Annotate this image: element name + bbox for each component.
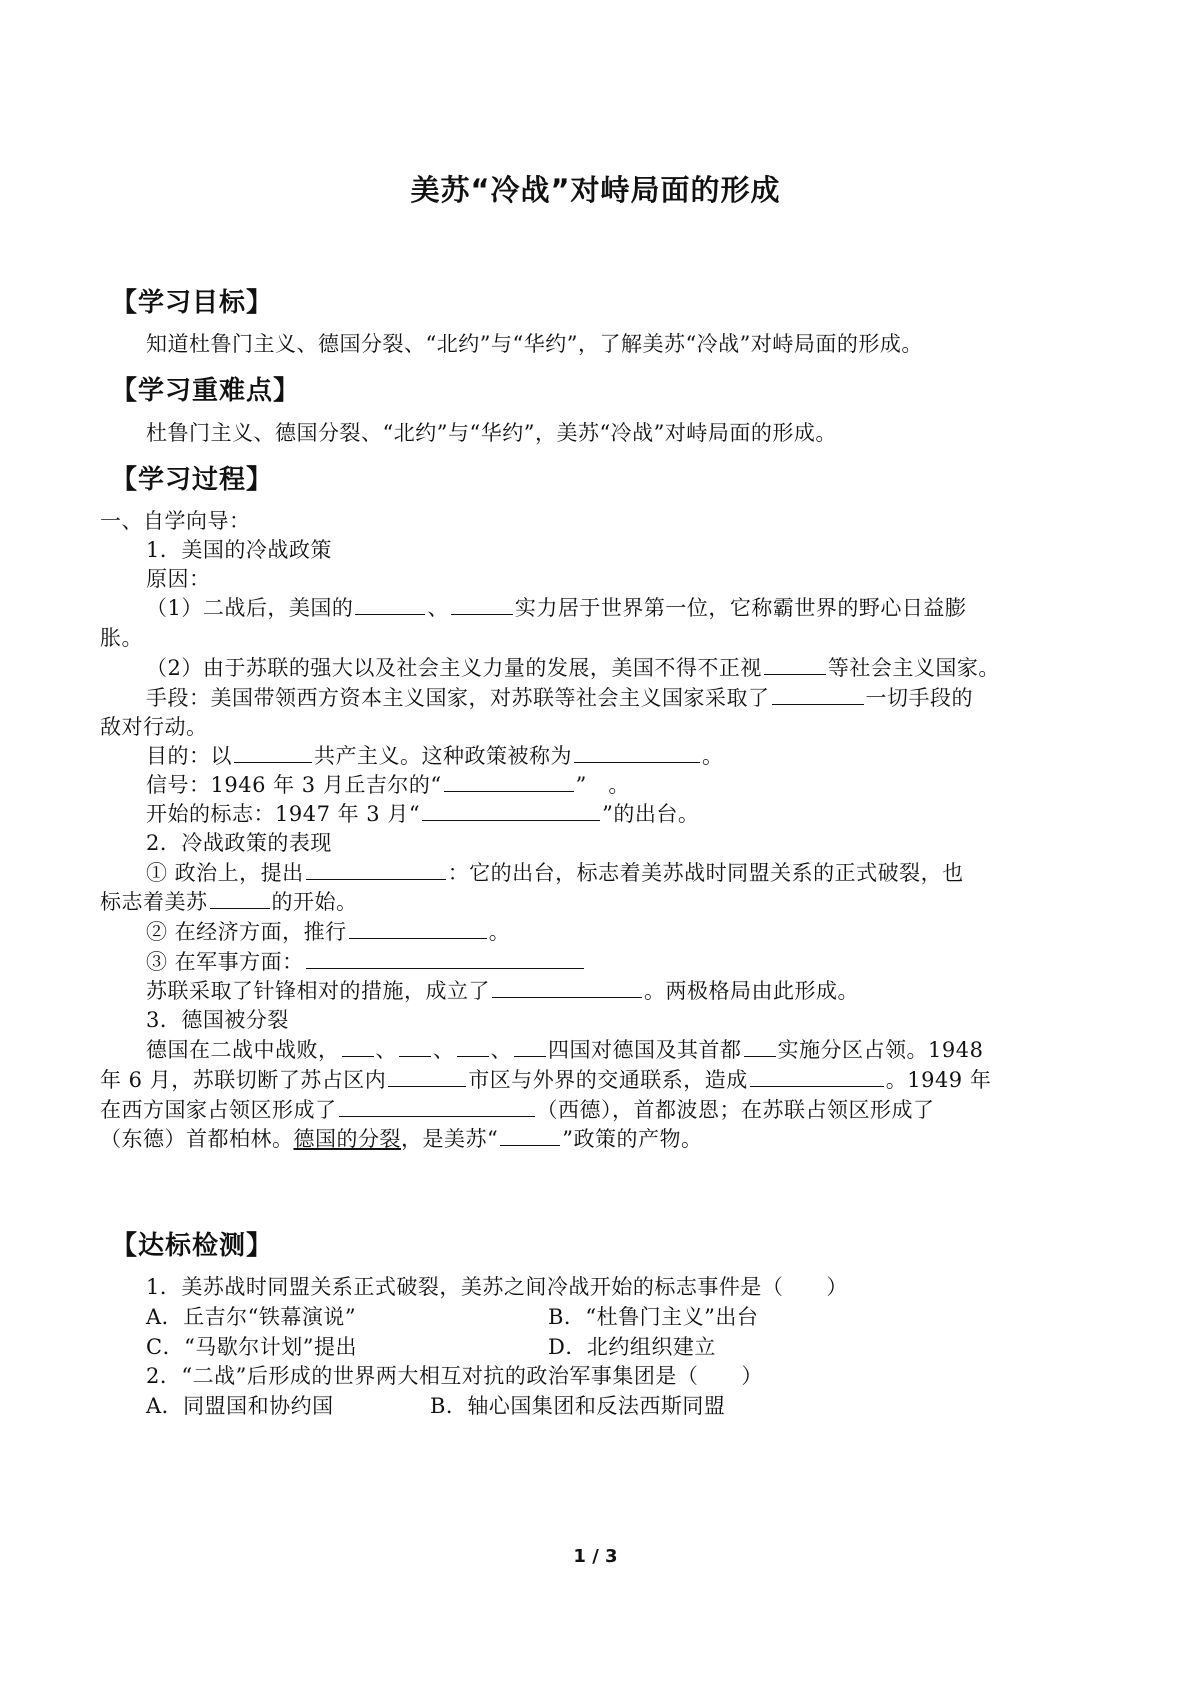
fill-blank[interactable] [444,771,574,792]
check-heading: 【达标检测】 [111,1231,274,1261]
germany-line-4: （东德）首都柏林。德国的分裂，是美苏“ ”政策的产物。 [100,1127,703,1151]
fill-blank[interactable] [306,948,584,969]
question-1: 1．美苏战时同盟关系正式破裂，美苏之间冷战开始的标志事件是（ ） [146,1275,848,1299]
fill-blank[interactable] [422,800,600,821]
fill-blank[interactable] [574,742,700,763]
policy-4-line: 苏联采取了针锋相对的措施，成立了 。两极格局由此形成。 [146,979,859,1003]
key-points-heading: 【学习重难点】 [111,376,301,406]
section-3-title: 3．德国被分裂 [146,1008,289,1032]
fill-blank[interactable] [306,859,446,880]
fill-blank[interactable] [339,1096,535,1117]
underlined-term: 德国的分裂 [293,1127,401,1151]
goals-text: 知道杜鲁门主义、德国分裂、“北约”与“华约”，了解美苏“冷战”对峙局面的形成。 [146,332,923,356]
q1-option-b: B．“杜鲁门主义”出台 [548,1305,759,1329]
fill-blank[interactable] [750,1066,884,1087]
q1-option-c: C．“马歇尔计划”提出 [146,1335,358,1359]
fill-blank[interactable] [399,1036,431,1057]
cause-1-line: （1）二战后，美国的 、 实力居于世界第一位，它称霸世界的野心日益膨 [146,596,967,620]
signal-line: 信号：1946 年 3 月丘吉尔的“ ” 。 [146,773,630,797]
fill-blank[interactable] [457,1036,489,1057]
process-heading: 【学习过程】 [111,465,274,495]
fill-blank[interactable] [388,1066,466,1087]
germany-line-3: 在西方国家占领区形成了 （西德），首都波恩；在苏联占领区形成了 [100,1098,935,1122]
fill-blank[interactable] [342,1036,374,1057]
question-2: 2．“二战”后形成的世界两大相互对抗的政治军事集团是（ ） [146,1364,763,1388]
q1-option-a: A．丘吉尔“铁幕演说” [146,1305,357,1329]
means-cont: 敌对行动。 [100,715,208,739]
page-number: 1 / 3 [573,1546,618,1567]
cause-label: 原因： [146,567,211,591]
fill-blank[interactable] [514,1036,546,1057]
fill-blank[interactable] [451,594,513,615]
fill-blank[interactable] [500,1125,560,1146]
fill-blank[interactable] [492,977,642,998]
fill-blank[interactable] [349,918,487,939]
policy-1-line: ① 政治上，提出 ：它的出台，标志着美苏战时同盟关系的正式破裂，也 [146,861,964,885]
purpose-line: 目的：以 共产主义。这种政策被称为 。 [146,744,724,768]
policy-2-line: ② 在经济方面，推行 。 [146,920,511,944]
self-study-intro: 一、自学向导： [100,509,251,533]
key-points-text: 杜鲁门主义、德国分裂、“北约”与“华约”，美苏“冷战”对峙局面的形成。 [146,421,837,445]
q1-option-d: D．北约组织建立 [548,1335,716,1359]
germany-line-2: 年 6 月，苏联切断了苏占区内 市区与外界的交通联系，造成 。1949 年 [100,1068,992,1092]
q2-option-b: B．轴心国集团和反法西斯同盟 [430,1394,726,1418]
policy-1-cont: 标志着美苏 的开始。 [100,890,358,914]
cause-2-line: （2）由于苏联的强大以及社会主义力量的发展，美国不得不正视 等社会主义国家。 [146,656,1000,680]
fill-blank[interactable] [355,594,425,615]
start-line: 开始的标志：1947 年 3 月“ ”的出台。 [146,802,700,826]
means-line: 手段：美国带领西方资本主义国家，对苏联等社会主义国家采取了 一切手段的 [146,686,973,710]
cause-1-cont: 胀。 [100,626,143,650]
germany-line-1: 德国在二战中战败， 、 、 、 四国对德国及其首都 实施分区占领。1948 [146,1038,984,1062]
q2-option-a: A．同盟国和协约国 [146,1394,334,1418]
fill-blank[interactable] [744,1036,776,1057]
fill-blank[interactable] [772,684,864,705]
page-title: 美苏“冷战”对峙局面的形成 [410,173,781,207]
goals-heading: 【学习目标】 [111,288,274,318]
section-2-title: 2．冷战政策的表现 [146,831,332,855]
fill-blank[interactable] [210,888,270,909]
fill-blank[interactable] [234,742,312,763]
fill-blank[interactable] [764,654,826,675]
section-1-title: 1．美国的冷战政策 [146,538,332,562]
policy-3-line: ③ 在军事方面： [146,946,586,976]
